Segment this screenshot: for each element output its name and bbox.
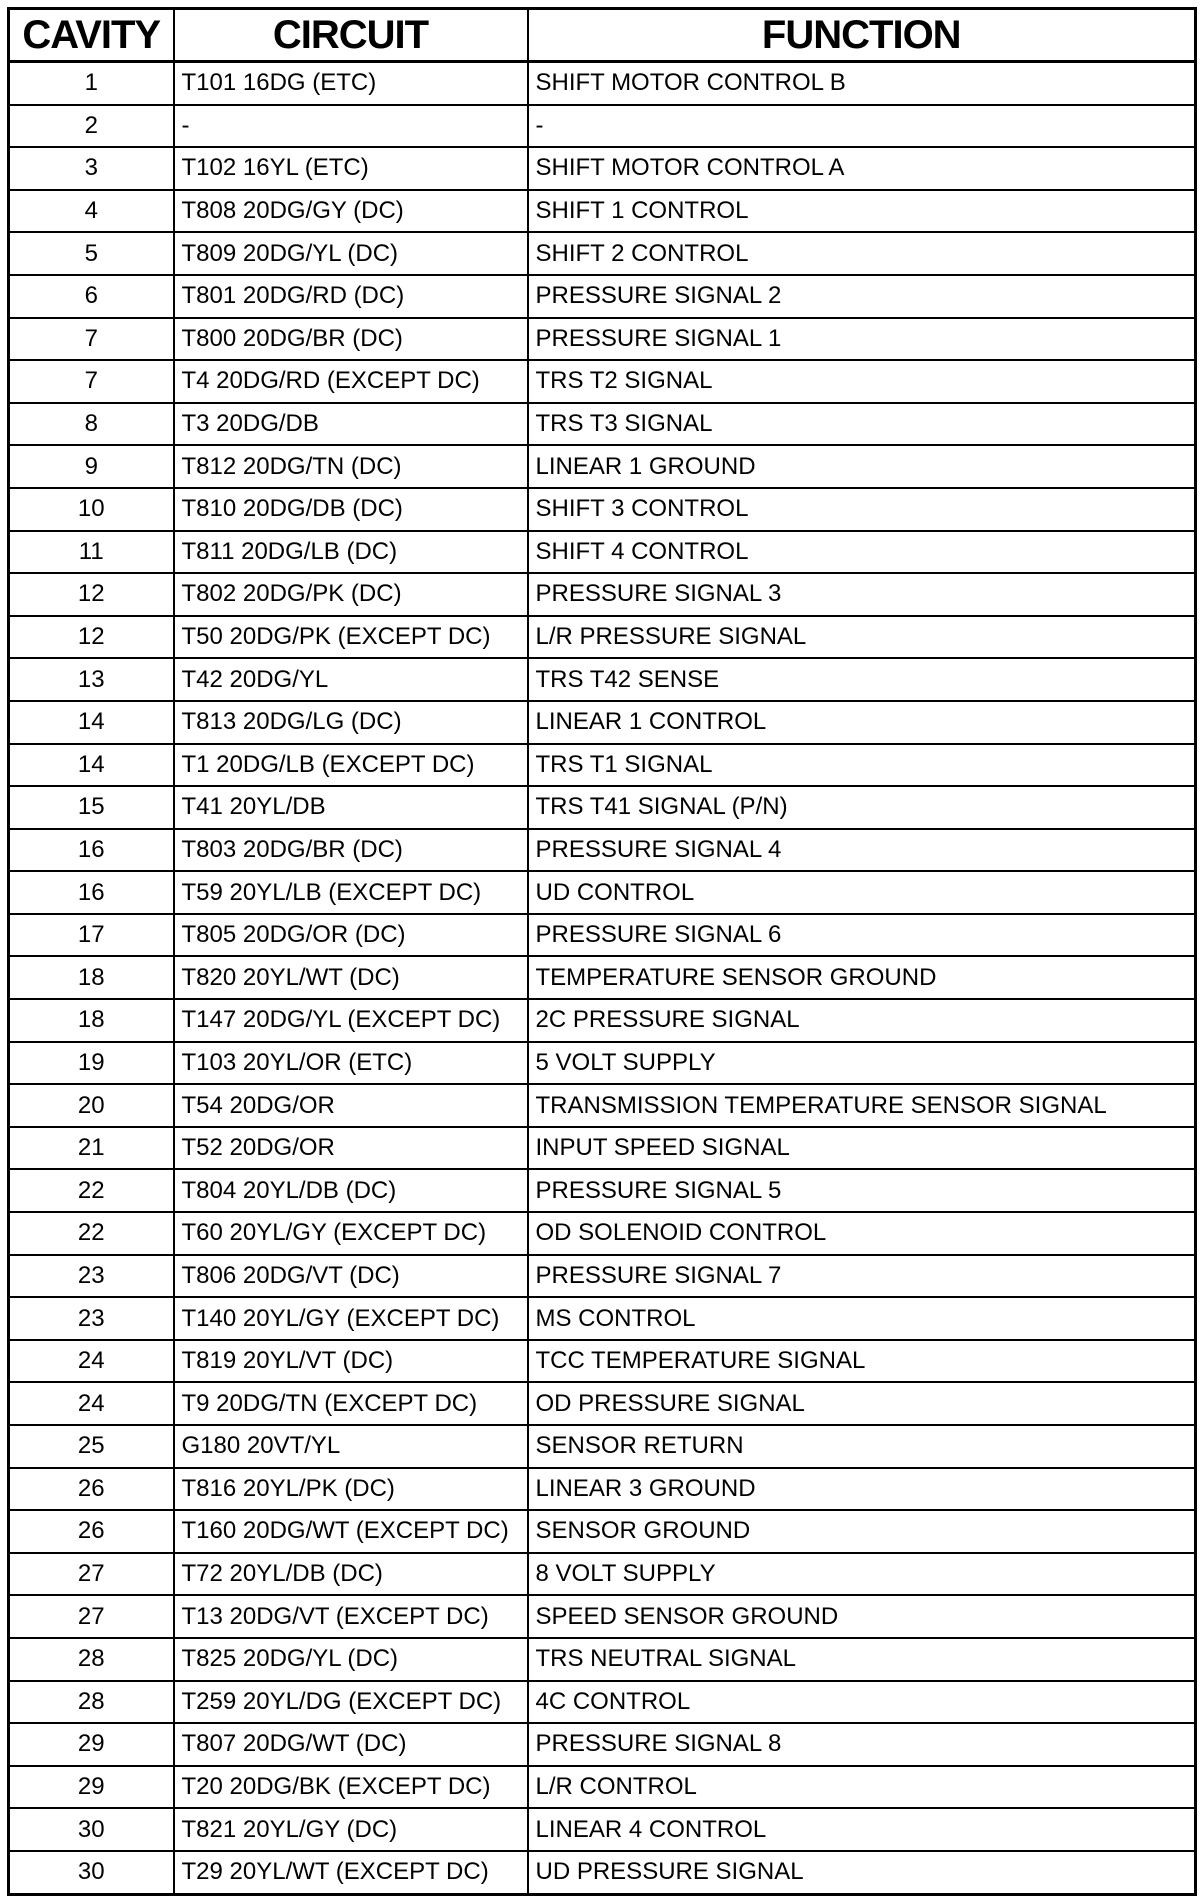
connector-pinout-table <box>7 7 1197 1896</box>
header-row <box>9 9 1196 62</box>
table-row <box>9 1468 1196 1511</box>
table-row <box>9 1084 1196 1127</box>
table-row <box>9 1425 1196 1468</box>
cavity-cell: 6 <box>9 275 174 318</box>
table-row <box>9 190 1196 233</box>
cavity-cell: 12 <box>9 616 174 659</box>
circuit-cell: T42 20DG/YL <box>174 658 528 701</box>
table-row <box>9 1382 1196 1425</box>
table-row <box>9 1808 1196 1851</box>
function-cell: UD CONTROL <box>528 871 1196 914</box>
function-cell: TRANSMISSION TEMPERATURE SENSOR SIGNAL <box>528 1084 1196 1127</box>
cavity-cell: 9 <box>9 445 174 488</box>
cavity-cell: 30 <box>9 1808 174 1851</box>
table-row <box>9 1851 1196 1894</box>
circuit-cell: T806 20DG/VT (DC) <box>174 1255 528 1298</box>
circuit-cell: T801 20DG/RD (DC) <box>174 275 528 318</box>
function-cell: L/R CONTROL <box>528 1766 1196 1809</box>
table-row <box>9 1297 1196 1340</box>
circuit-cell: T800 20DG/BR (DC) <box>174 318 528 361</box>
cavity-cell: 11 <box>9 531 174 574</box>
function-cell: TRS T3 SIGNAL <box>528 403 1196 446</box>
cavity-cell: 3 <box>9 147 174 190</box>
table-row <box>9 616 1196 659</box>
circuit-cell: T102 16YL (ETC) <box>174 147 528 190</box>
table-row <box>9 232 1196 275</box>
cavity-cell: 16 <box>9 871 174 914</box>
function-cell: TCC TEMPERATURE SIGNAL <box>528 1340 1196 1383</box>
cavity-cell: 28 <box>9 1638 174 1681</box>
circuit-cell: G180 20VT/YL <box>174 1425 528 1468</box>
function-cell: PRESSURE SIGNAL 5 <box>528 1169 1196 1212</box>
cavity-cell: 23 <box>9 1297 174 1340</box>
circuit-cell: T810 20DG/DB (DC) <box>174 488 528 531</box>
cavity-cell: 15 <box>9 786 174 829</box>
table-row <box>9 1212 1196 1255</box>
function-cell: SHIFT MOTOR CONTROL A <box>528 147 1196 190</box>
cavity-cell: 24 <box>9 1340 174 1383</box>
circuit-cell: T160 20DG/WT (EXCEPT DC) <box>174 1510 528 1553</box>
function-cell: MS CONTROL <box>528 1297 1196 1340</box>
cavity-cell: 5 <box>9 232 174 275</box>
table-body <box>9 62 1196 1895</box>
function-cell: LINEAR 3 GROUND <box>528 1468 1196 1511</box>
function-cell: PRESSURE SIGNAL 2 <box>528 275 1196 318</box>
table-row <box>9 744 1196 787</box>
table-row <box>9 871 1196 914</box>
cavity-cell: 30 <box>9 1851 174 1894</box>
circuit-cell: T821 20YL/GY (DC) <box>174 1808 528 1851</box>
function-cell: PRESSURE SIGNAL 4 <box>528 829 1196 872</box>
circuit-column-header: CIRCUIT <box>174 9 528 62</box>
table-row <box>9 1681 1196 1724</box>
function-cell: 2C PRESSURE SIGNAL <box>528 999 1196 1042</box>
circuit-cell: T825 20DG/YL (DC) <box>174 1638 528 1681</box>
circuit-cell: T101 16DG (ETC) <box>174 62 528 105</box>
circuit-cell: T60 20YL/GY (EXCEPT DC) <box>174 1212 528 1255</box>
cavity-cell: 27 <box>9 1595 174 1638</box>
cavity-cell: 7 <box>9 318 174 361</box>
function-cell: SHIFT MOTOR CONTROL B <box>528 62 1196 105</box>
table-row <box>9 786 1196 829</box>
cavity-cell: 8 <box>9 403 174 446</box>
cavity-cell: 28 <box>9 1681 174 1724</box>
circuit-cell: T3 20DG/DB <box>174 403 528 446</box>
circuit-cell: T809 20DG/YL (DC) <box>174 232 528 275</box>
table-row <box>9 147 1196 190</box>
cavity-cell: 2 <box>9 105 174 148</box>
table-row <box>9 658 1196 701</box>
cavity-cell: 18 <box>9 956 174 999</box>
table-row <box>9 403 1196 446</box>
function-cell: PRESSURE SIGNAL 1 <box>528 318 1196 361</box>
circuit-cell: T804 20YL/DB (DC) <box>174 1169 528 1212</box>
circuit-cell: T103 20YL/OR (ETC) <box>174 1042 528 1085</box>
circuit-cell: T802 20DG/PK (DC) <box>174 573 528 616</box>
circuit-cell: T52 20DG/OR <box>174 1127 528 1170</box>
circuit-cell: - <box>174 105 528 148</box>
function-cell: TRS T1 SIGNAL <box>528 744 1196 787</box>
function-cell: TEMPERATURE SENSOR GROUND <box>528 956 1196 999</box>
function-cell: - <box>528 105 1196 148</box>
function-cell: PRESSURE SIGNAL 6 <box>528 914 1196 957</box>
table-row <box>9 1766 1196 1809</box>
circuit-cell: T4 20DG/RD (EXCEPT DC) <box>174 360 528 403</box>
cavity-cell: 24 <box>9 1382 174 1425</box>
function-cell: INPUT SPEED SIGNAL <box>528 1127 1196 1170</box>
circuit-cell: T820 20YL/WT (DC) <box>174 956 528 999</box>
function-cell: SPEED SENSOR GROUND <box>528 1595 1196 1638</box>
cavity-cell: 20 <box>9 1084 174 1127</box>
table-row <box>9 1340 1196 1383</box>
function-cell: LINEAR 1 GROUND <box>528 445 1196 488</box>
circuit-cell: T805 20DG/OR (DC) <box>174 914 528 957</box>
function-cell: SHIFT 3 CONTROL <box>528 488 1196 531</box>
cavity-cell: 14 <box>9 701 174 744</box>
cavity-cell: 4 <box>9 190 174 233</box>
function-cell: PRESSURE SIGNAL 8 <box>528 1723 1196 1766</box>
function-cell: SHIFT 2 CONTROL <box>528 232 1196 275</box>
table-row <box>9 1042 1196 1085</box>
cavity-cell: 29 <box>9 1766 174 1809</box>
function-cell: TRS T41 SIGNAL (P/N) <box>528 786 1196 829</box>
circuit-cell: T20 20DG/BK (EXCEPT DC) <box>174 1766 528 1809</box>
function-cell: TRS NEUTRAL SIGNAL <box>528 1638 1196 1681</box>
function-cell: LINEAR 1 CONTROL <box>528 701 1196 744</box>
circuit-cell: T72 20YL/DB (DC) <box>174 1553 528 1596</box>
circuit-cell: T808 20DG/GY (DC) <box>174 190 528 233</box>
cavity-cell: 7 <box>9 360 174 403</box>
cavity-cell: 17 <box>9 914 174 957</box>
table-row <box>9 62 1196 105</box>
table-row <box>9 275 1196 318</box>
circuit-cell: T54 20DG/OR <box>174 1084 528 1127</box>
function-cell: UD PRESSURE SIGNAL <box>528 1851 1196 1894</box>
function-cell: OD SOLENOID CONTROL <box>528 1212 1196 1255</box>
function-cell: SENSOR RETURN <box>528 1425 1196 1468</box>
cavity-cell: 13 <box>9 658 174 701</box>
cavity-cell: 29 <box>9 1723 174 1766</box>
table-row <box>9 318 1196 361</box>
table-row <box>9 531 1196 574</box>
cavity-cell: 18 <box>9 999 174 1042</box>
table-row <box>9 105 1196 148</box>
cavity-cell: 27 <box>9 1553 174 1596</box>
circuit-cell: T819 20YL/VT (DC) <box>174 1340 528 1383</box>
circuit-cell: T811 20DG/LB (DC) <box>174 531 528 574</box>
circuit-cell: T13 20DG/VT (EXCEPT DC) <box>174 1595 528 1638</box>
function-cell: PRESSURE SIGNAL 7 <box>528 1255 1196 1298</box>
table-row <box>9 1723 1196 1766</box>
cavity-cell: 23 <box>9 1255 174 1298</box>
table-row <box>9 1638 1196 1681</box>
cavity-cell: 26 <box>9 1468 174 1511</box>
function-cell: LINEAR 4 CONTROL <box>528 1808 1196 1851</box>
table-row <box>9 1510 1196 1553</box>
table-row <box>9 573 1196 616</box>
table-row <box>9 1595 1196 1638</box>
circuit-cell: T803 20DG/BR (DC) <box>174 829 528 872</box>
function-cell: SHIFT 1 CONTROL <box>528 190 1196 233</box>
function-column-header: FUNCTION <box>528 9 1196 62</box>
circuit-cell: T807 20DG/WT (DC) <box>174 1723 528 1766</box>
function-cell: SENSOR GROUND <box>528 1510 1196 1553</box>
table-row <box>9 360 1196 403</box>
function-cell: 5 VOLT SUPPLY <box>528 1042 1196 1085</box>
table-row <box>9 956 1196 999</box>
circuit-cell: T41 20YL/DB <box>174 786 528 829</box>
cavity-column-header: CAVITY <box>9 9 174 62</box>
table-row <box>9 914 1196 957</box>
table-row <box>9 1255 1196 1298</box>
table-row <box>9 1553 1196 1596</box>
cavity-cell: 22 <box>9 1169 174 1212</box>
cavity-cell: 1 <box>9 62 174 105</box>
function-cell: TRS T2 SIGNAL <box>528 360 1196 403</box>
table-row <box>9 1169 1196 1212</box>
function-cell: SHIFT 4 CONTROL <box>528 531 1196 574</box>
function-cell: 4C CONTROL <box>528 1681 1196 1724</box>
table-row <box>9 1127 1196 1170</box>
function-cell: TRS T42 SENSE <box>528 658 1196 701</box>
cavity-cell: 10 <box>9 488 174 531</box>
function-cell: L/R PRESSURE SIGNAL <box>528 616 1196 659</box>
circuit-cell: T1 20DG/LB (EXCEPT DC) <box>174 744 528 787</box>
table-row <box>9 488 1196 531</box>
cavity-cell: 16 <box>9 829 174 872</box>
table-row <box>9 829 1196 872</box>
table-row <box>9 999 1196 1042</box>
function-cell: 8 VOLT SUPPLY <box>528 1553 1196 1596</box>
table-row <box>9 445 1196 488</box>
cavity-cell: 22 <box>9 1212 174 1255</box>
circuit-cell: T812 20DG/TN (DC) <box>174 445 528 488</box>
circuit-cell: T59 20YL/LB (EXCEPT DC) <box>174 871 528 914</box>
function-cell: PRESSURE SIGNAL 3 <box>528 573 1196 616</box>
circuit-cell: T816 20YL/PK (DC) <box>174 1468 528 1511</box>
cavity-cell: 19 <box>9 1042 174 1085</box>
circuit-cell: T50 20DG/PK (EXCEPT DC) <box>174 616 528 659</box>
cavity-cell: 21 <box>9 1127 174 1170</box>
cavity-cell: 25 <box>9 1425 174 1468</box>
circuit-cell: T813 20DG/LG (DC) <box>174 701 528 744</box>
circuit-cell: T29 20YL/WT (EXCEPT DC) <box>174 1851 528 1894</box>
circuit-cell: T140 20YL/GY (EXCEPT DC) <box>174 1297 528 1340</box>
cavity-cell: 26 <box>9 1510 174 1553</box>
circuit-cell: T259 20YL/DG (EXCEPT DC) <box>174 1681 528 1724</box>
table-row <box>9 701 1196 744</box>
cavity-cell: 12 <box>9 573 174 616</box>
circuit-cell: T147 20DG/YL (EXCEPT DC) <box>174 999 528 1042</box>
circuit-cell: T9 20DG/TN (EXCEPT DC) <box>174 1382 528 1425</box>
cavity-cell: 14 <box>9 744 174 787</box>
function-cell: OD PRESSURE SIGNAL <box>528 1382 1196 1425</box>
